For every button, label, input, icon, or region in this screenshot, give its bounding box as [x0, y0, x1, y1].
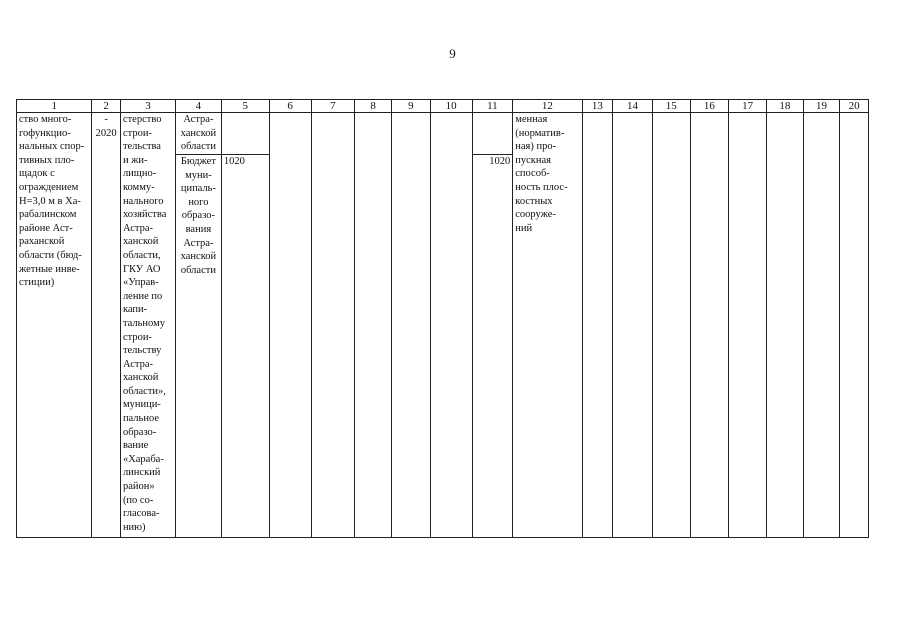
- object-name-cell: ство много- гофункцио- нальных спор- тивных пло- щадок с ограждением Н=3,0 м в Ха- рабалинском районе Аст- раханской области (бюд- жетные инве- стиции): [17, 113, 92, 538]
- header-cell: 5: [221, 100, 269, 113]
- empty-cell: [221, 113, 269, 155]
- header-cell: 18: [766, 100, 803, 113]
- empty-cell: [613, 113, 653, 538]
- funding-source-top-cell: Астра- ханской области: [175, 113, 221, 155]
- empty-cell: [652, 113, 690, 538]
- header-row: [17, 100, 869, 113]
- header-cell: 2: [92, 100, 121, 113]
- empty-cell: [472, 113, 513, 155]
- amount-cell: 1020: [472, 155, 513, 538]
- header-cell: 14: [613, 100, 653, 113]
- header-cell: 17: [729, 100, 767, 113]
- empty-cell: [690, 113, 729, 538]
- header-cell: 4: [175, 100, 221, 113]
- header-cell: 8: [355, 100, 392, 113]
- empty-cell: [269, 155, 311, 538]
- empty-cell: [430, 155, 472, 538]
- table-row: [17, 113, 869, 155]
- header-cell: 9: [392, 100, 431, 113]
- header-cell: 6: [269, 100, 311, 113]
- header-cell: 12: [513, 100, 582, 113]
- empty-cell: [729, 113, 767, 538]
- empty-cell: [766, 113, 803, 538]
- header-cell: 7: [311, 100, 355, 113]
- header-cell: 13: [582, 100, 613, 113]
- header-cell: 10: [430, 100, 472, 113]
- funding-source-bottom-cell: Бюджет муни- ципаль- ного образо- вания Астра- ханской области: [175, 155, 221, 538]
- header-cell: 19: [803, 100, 840, 113]
- executor-cell: стерство строи- тельства и жи- лищно- комму- нального хозяйства Астра- ханской области, ГКУ АО «Управ- ление по капи- тальному строи- тельству Астра- ханской области», муници- пальное образо- вание «Хараба- линский район» (по со- гласова- нию): [120, 113, 175, 538]
- header-cell: 11: [472, 100, 513, 113]
- empty-cell: [430, 113, 472, 155]
- empty-cell: [355, 155, 392, 538]
- empty-cell: [269, 113, 311, 155]
- empty-cell: [392, 113, 431, 155]
- page-number: 9: [449, 46, 456, 61]
- header-cell: 20: [840, 100, 869, 113]
- empty-cell: [311, 155, 355, 538]
- empty-cell: [355, 113, 392, 155]
- header-cell: 3: [120, 100, 175, 113]
- data-table: [16, 99, 869, 538]
- amount-cell: 1020: [221, 155, 269, 538]
- empty-cell: [311, 113, 355, 155]
- header-cell: 1: [17, 100, 92, 113]
- indicator-cell: менная (норматив- ная) про- пускная способ- ность плос- костных сооруже- ний: [513, 113, 582, 538]
- header-cell: 16: [690, 100, 729, 113]
- empty-cell: [840, 113, 869, 538]
- period-cell: - 2020: [92, 113, 121, 538]
- empty-cell: [392, 155, 431, 538]
- empty-cell: [582, 113, 613, 538]
- empty-cell: [803, 113, 840, 538]
- header-cell: 15: [652, 100, 690, 113]
